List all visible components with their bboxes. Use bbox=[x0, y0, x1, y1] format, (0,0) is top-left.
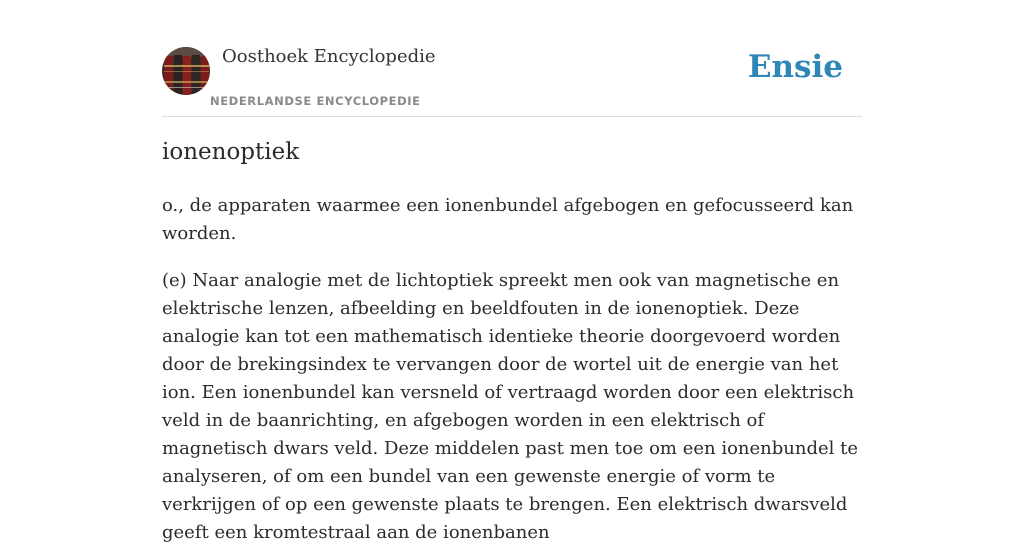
brand-logo-link[interactable]: Ensie bbox=[747, 49, 843, 85]
header bbox=[162, 0, 862, 117]
encyclopedia-books-icon bbox=[162, 47, 210, 95]
source-subtitle: NEDERLANDSE ENCYCLOPEDIE bbox=[210, 94, 421, 108]
article-paragraph: o., de apparaten waarmee een ionenbundel afgebogen en gefocusseerd kan worden. bbox=[162, 195, 854, 244]
article-paragraph: (e) Naar analogie met de lichtoptiek spreekt men ook van magnetische en elektrische lenzen, afbeelding en beeldfouten in de ionenoptiek. Deze analogie kan tot een mathematisch identieke theorie doorgevoerd worden door de brekingsindex te vervangen door de wortel uit de energie van het ion. Een ionenbundel kan versneld of vertraagd worden door een elektrisch veld in de baanrichting, en afgebogen worden in een elektrisch of magnetisch dwars veld. Deze middelen past men toe om een ionenbundel te analyseren, of om een bundel van een gewenste energie of vorm te verkrijgen of op een gewenste plaats te brengen. Een elektrisch dwarsveld geeft een kromtestraal aan de ionenbanen bbox=[162, 270, 858, 543]
page bbox=[162, 0, 862, 543]
source-avatar[interactable] bbox=[162, 47, 210, 95]
source-name-link[interactable]: Oosthoek Encyclopedie bbox=[222, 46, 436, 67]
article-title: ionenoptiek bbox=[162, 139, 300, 165]
